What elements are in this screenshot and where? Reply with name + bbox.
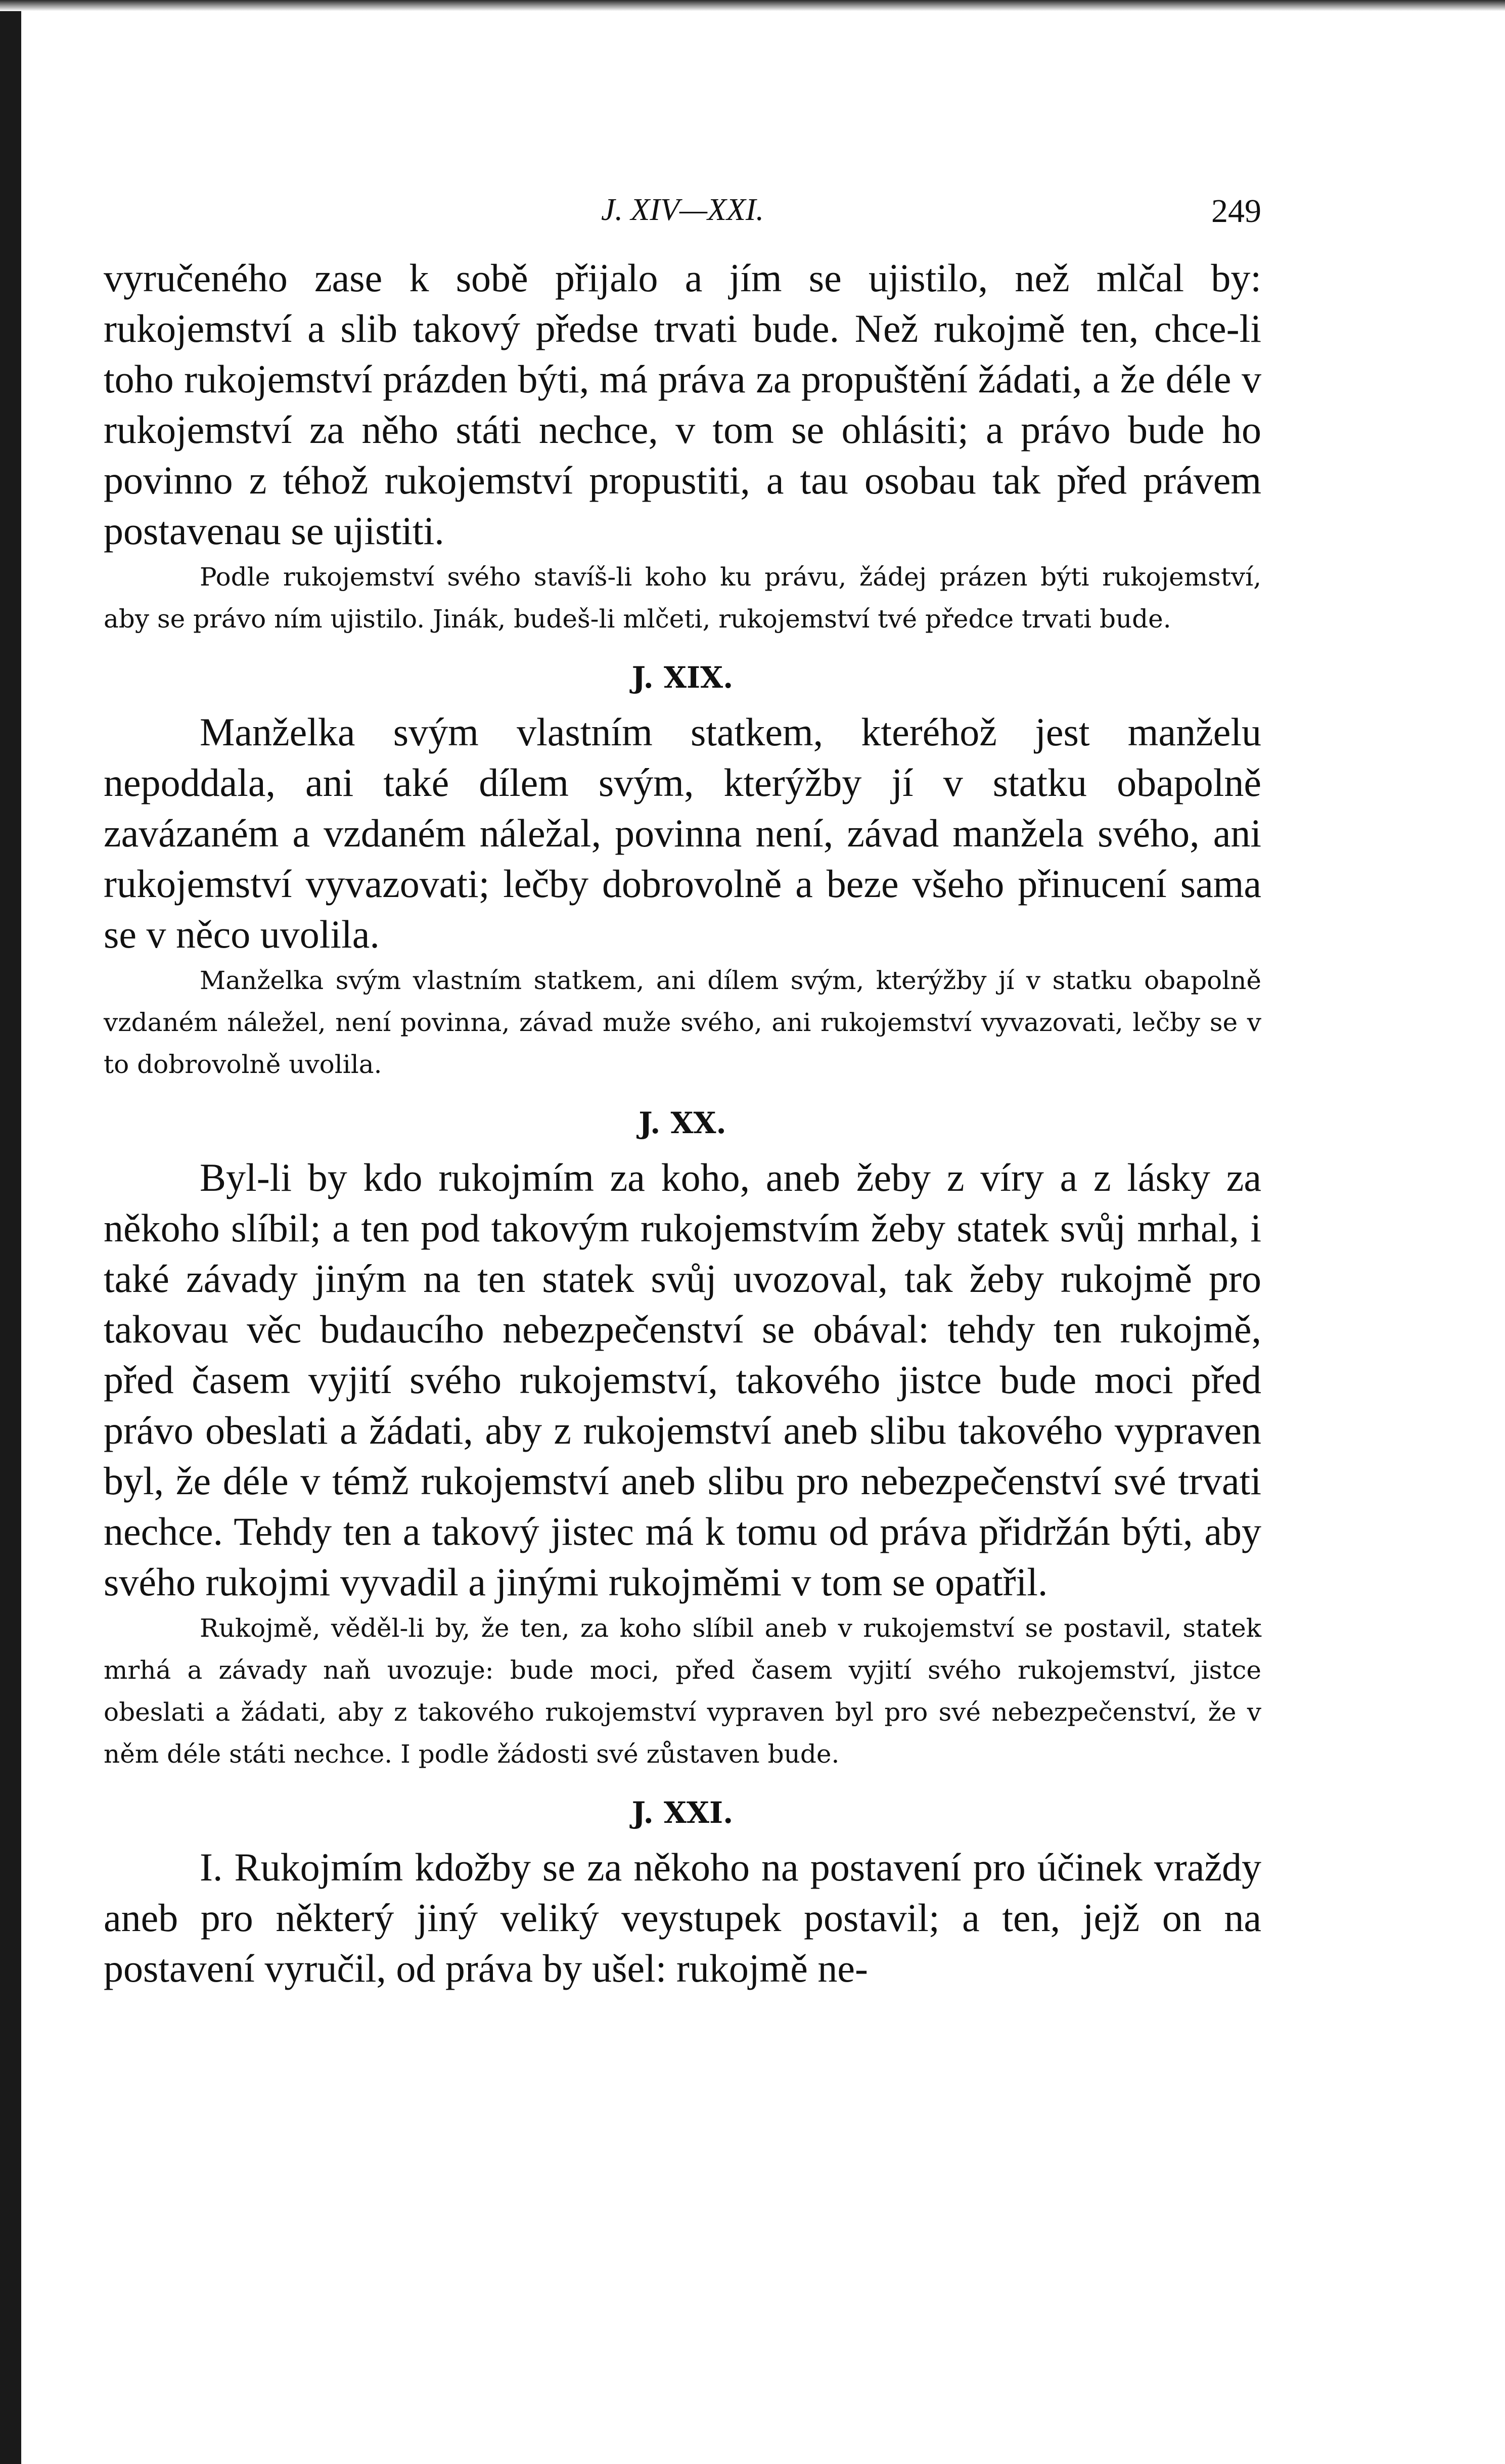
- section-heading-xx: J. XX.: [639, 1106, 726, 1140]
- page-number: 249: [1211, 193, 1261, 230]
- section-heading-xix: J. XIX.: [631, 660, 734, 695]
- scan-border: [0, 0, 21, 2464]
- note-xx: Rukojmě, věděl-li by, že ten, za koho slíbil aneb v rukojemství se postavil, statek mrhá a závady naň uvozuje: bude moci, před časem vyjití svého rukojemství, jistce obeslati a žádati, aby z takového rukojemství vypraven byl pro své nebezpečenství, že v něm déle státi nechce. I podle žádosti své zůstaven bude.: [104, 1614, 1261, 1769]
- paragraph-xix: Manželka svým vlastním statkem, kteréhož jest manželu nepoddala, ani také dílem svým, kterýžby jí v statku obapolně zavázaném a vzdaném náležal, povinna není, závad manžela svého, ani rukojemství vyvazovati; lečby dobrovolně a beze všeho přinucení sama se v něco uvolila.: [104, 710, 1261, 956]
- paragraph-xx: Byl-li by kdo rukojmím za koho, aneb žeby z víry a z lásky za někoho slíbil; a ten pod takovým rukojemstvím žeby statek svůj mrhal, i také závady jiným na ten statek svůj uvozoval, tak žeby rukojmě pro takovau věc budaucího nebezpečenství se obával: tehdy ten rukojmě, před časem vyjití svého rukojemství, takového jistce bude moci před právo obeslati a žádati, aby z rukojemství aneb slibu takového vypraven byl, že déle v témž rukojemství aneb slibu pro nebezpečenství své trvati nechce. Tehdy ten a takový jistec má k tomu od práva přidržán býti, aby svého rukojmi vyvadil a jinými rukojměmi v tom se opatřil.: [104, 1155, 1261, 1604]
- note-xix: Manželka svým vlastním statkem, ani dílem svým, kterýžby jí v statku obapolně vzdaném náležel, není povinna, závad muže svého, ani rukojemství vyvazovati, lečby se v to dobrovolně uvolila.: [104, 966, 1261, 1079]
- scan-top-shadow: [0, 0, 1505, 11]
- book-page: [104, 192, 1261, 1994]
- running-title: J. XIV—XXI.: [601, 193, 764, 227]
- note-continuation: Podle rukojemství svého stavíš-li koho ku právu, žádej prázen býti rukojemství, aby se právo ním ujistilo. Jinák, budeš-li mlčeti, rukojemství tvé předce trvati bude.: [104, 562, 1261, 634]
- section-heading-xxi: J. XXI.: [631, 1796, 734, 1830]
- running-header: [104, 192, 1261, 253]
- paragraph-continuation: vyručeného zase k sobě přijalo a jím se ujistilo, než mlčal by: rukojemství a slib takový předse trvati bude. Než rukojmě ten, chce-li toho rukojemství prázden býti, má práva za propuštění žádati, a že déle v rukojemství za něho státi nechce, v tom se ohlásiti; a právo bude ho povinno z téhož rukojemství propustiti, a tau osobau tak před právem postavenau se ujistiti.: [104, 256, 1261, 553]
- paragraph-xxi: I. Rukojmím kdožby se za někoho na postavení pro účinek vraždy aneb pro některý jiný veliký veystupek postavil; a ten, jejž on na postavení vyručil, od práva by ušel: rukojmě ne-: [104, 1845, 1261, 1990]
